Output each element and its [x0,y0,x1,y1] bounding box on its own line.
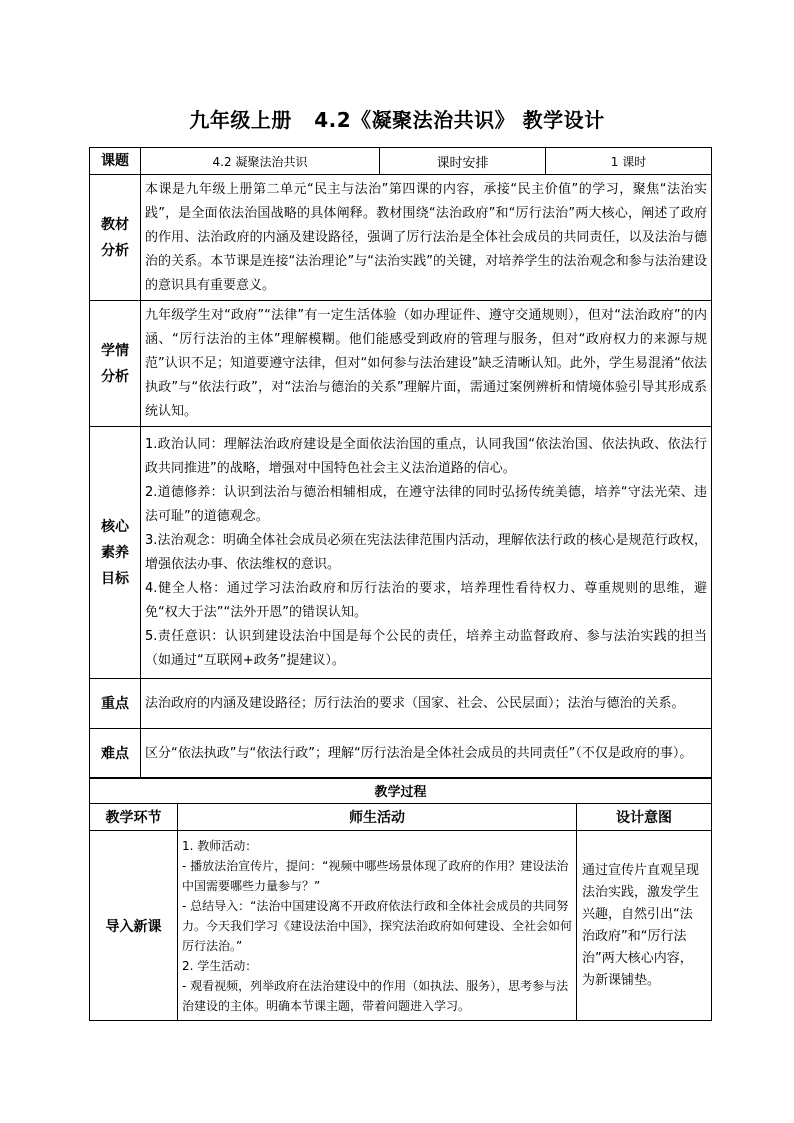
teaching-process-table [89,777,712,1021]
stage-label: 导入新课 [90,831,178,1021]
core-goal-item: 4.健全人格：通过学习法治政府和厉行法治的要求，培养理性看待权力、尊重规则的思维，避免“权大于法”“法外开恩”的错误认知。 [145,580,707,620]
activity-line: - 播放法治宣传片，提问：“视频中哪些场景体现了政府的作用？建设法治中国需要哪些力量参与？” [182,858,569,893]
lesson-value: 4.2 凝聚法治共识 [141,148,380,175]
lesson-label: 课题 [90,148,141,175]
textbook-analysis-row [90,175,712,301]
students-text: 九年级学生对“政府”“法律”有一定生活体验（如办理证件、遵守交通规则），但对“法治政府”的内涵、“厉行法治的主体”理解模糊。他们能感受到政府的管理与服务，但对“政府权力的来源与规范”认识不足；知道要遵守法律，但对“如何参与法治建设”缺乏清晰认知。此外，学生易混淆“依法执政”与“依法行政”，对“法治与德治的关系”理解片面，需通过案例辨析和情境体验引导其形成系统认知。 [141,301,712,427]
key-points-text: 法治政府的内涵及建设路径；厉行法治的要求（国家、社会、公民层面）；法治与德治的关系。 [141,679,712,729]
key-points-label: 重点 [90,679,141,729]
activity-line: - 总结导入：“法治中国建设离不开政府依法行政和全体社会成员的共同努力。今天我们学习《建设法治中国》，探究法治政府如何建设、全社会如何厉行法治。” [182,898,573,953]
core-goal-item: 1.政治认同：理解法治政府建设是全面依法治国的重点，认同我国“依法治国、依法执政、依法行政共同推进”的战略，增强对中国特色社会主义法治道路的信心。 [145,436,707,476]
activity-line: 1. 教师活动： [182,838,258,853]
period-value: 1 课时 [546,148,712,175]
col-intent-header: 设计意图 [577,804,712,831]
activity-line: - 观看视频，列举政府在法治建设中的作用（如执法、服务），思考参与法治建设的主体。明确本节课主题，带着问题进入学习。 [182,978,569,1013]
difficulty-text: 区分“依法执政”与“依法行政”；理解“厉行法治是全体社会成员的共同责任”（不仅是政府的事）。 [141,729,712,779]
process-title: 教学过程 [90,778,712,804]
core-goal-item: 2.道德修养：认识到法治与德治相辅相成，在遵守法律的同时弘扬传统美德，培养“守法光荣、违法可耻”的道德观念。 [145,484,707,524]
document-title: 九年级上册 4.2《凝聚法治共识》 教学设计 [189,108,605,132]
process-row [90,831,712,1021]
difficulty-row [90,729,712,779]
core-goals-row [90,427,712,679]
textbook-label: 教材分析 [90,175,141,301]
activity-text [178,831,577,1021]
lesson-header-row [90,148,712,175]
intent-text: 通过宣传片直观呈现法治实践，激发学生兴趣，自然引出“法治政府”和“厉行法治”两大核心内容，为新课铺垫。 [577,831,712,1021]
core-label: 核心素养目标 [90,427,141,679]
textbook-text: 本课是九年级上册第二单元“民主与法治”第四课的内容，承接“民主价值”的学习，聚焦“法治实践”，是全面依法治国战略的具体阐释。教材围绕“法治政府”和“厉行法治”两大核心，阐述了政府的作用、法治政府的内涵及建设路径，强调了厉行法治是全体社会成员的共同责任，以及法治与德治的关系。本节课是连接“法治理论”与“法治实践”的关键，对培养学生的法治观念和参与法治建设的意识具有重要意义。 [141,175,712,301]
student-analysis-row [90,301,712,427]
process-header-row [90,804,712,831]
process-title-row [90,778,712,804]
core-goal-item: 3.法治观念：明确全体社会成员必须在宪法法律范围内活动，理解依法行政的核心是规范行政权，增强依法办事、依法维权的意识。 [145,532,707,572]
col-stage-header: 教学环节 [90,804,178,831]
difficulty-label: 难点 [90,729,141,779]
col-activity-header: 师生活动 [178,804,577,831]
activity-line: 2. 学生活动： [182,958,258,973]
lesson-info-table [89,147,712,779]
core-goal-item: 5.责任意识：认识到建设法治中国是每个公民的责任，培养主动监督政府、参与法治实践的担当（如通过“互联网+政务”提建议）。 [145,628,707,668]
key-points-row [90,679,712,729]
core-goals [141,427,712,679]
students-label: 学情分析 [90,301,141,427]
period-label: 课时安排 [380,148,546,175]
